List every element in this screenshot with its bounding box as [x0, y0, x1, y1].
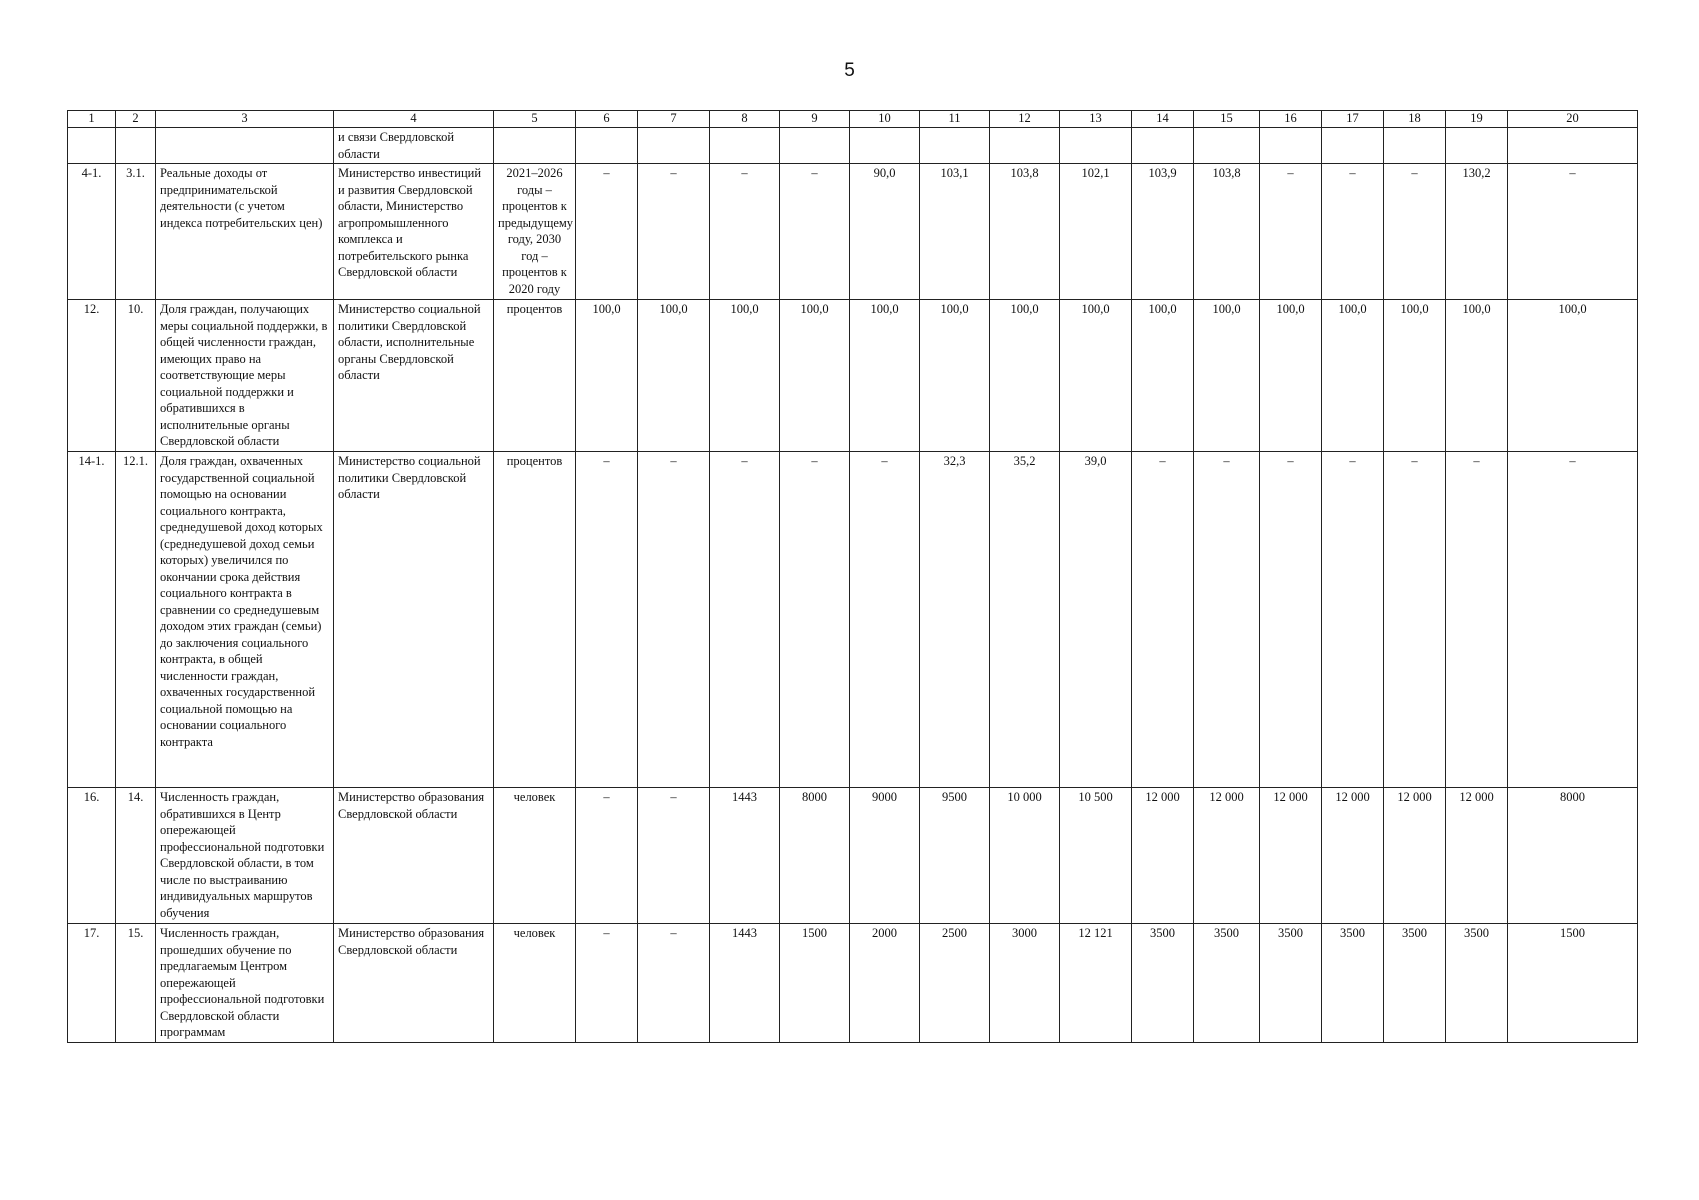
indicator-number: 10.	[116, 300, 156, 452]
indicator-number: 3.1.	[116, 164, 156, 300]
value-cell-col-19: 130,2	[1446, 164, 1508, 300]
value-cell-col-12: 103,8	[990, 164, 1060, 300]
value-cell-col-6: –	[576, 164, 638, 300]
value-cell-col-15: 100,0	[1194, 300, 1260, 452]
row-number: 17.	[68, 924, 116, 1043]
column-header-10: 10	[850, 111, 920, 128]
value-cell-col-13: 102,1	[1060, 164, 1132, 300]
column-header-7: 7	[638, 111, 710, 128]
value-cell-col-10: 2000	[850, 924, 920, 1043]
value-cell-col-16: 3500	[1260, 924, 1322, 1043]
row-number	[68, 128, 116, 164]
value-cell-col-14: 103,9	[1132, 164, 1194, 300]
row-number: 12.	[68, 300, 116, 452]
value-cell-col-8: –	[710, 164, 780, 300]
column-number-header-row	[68, 111, 1638, 128]
value-cell-col-19: 100,0	[1446, 300, 1508, 452]
value-cell-col-13: 10 500	[1060, 788, 1132, 924]
value-cell-col-15: 103,8	[1194, 164, 1260, 300]
value-cell-col-7: –	[638, 164, 710, 300]
value-cell-col-15	[1194, 128, 1260, 164]
responsible-body: Министерство образования Свердловской области	[334, 924, 494, 1043]
unit-of-measure: процентов	[494, 452, 576, 788]
unit-of-measure	[494, 128, 576, 164]
value-cell-col-12	[990, 128, 1060, 164]
value-cell-col-9	[780, 128, 850, 164]
indicator-number: 15.	[116, 924, 156, 1043]
indicator-name: Реальные доходы от предпринимательской деятельности (с учетом индекса потребительских цен)	[156, 164, 334, 300]
column-header-17: 17	[1322, 111, 1384, 128]
value-cell-col-20: –	[1508, 452, 1638, 788]
value-cell-col-15: –	[1194, 452, 1260, 788]
indicator-name: Доля граждан, получающих меры социальной поддержки, в общей численности граждан, имеющих право на соответствующие меры социальной поддержки и обратившихся в исполнительные органы Свердловской области	[156, 300, 334, 452]
value-cell-col-10: 9000	[850, 788, 920, 924]
value-cell-col-18: 12 000	[1384, 788, 1446, 924]
value-cell-col-15: 12 000	[1194, 788, 1260, 924]
value-cell-col-19	[1446, 128, 1508, 164]
value-cell-col-18: –	[1384, 452, 1446, 788]
value-cell-col-8: 100,0	[710, 300, 780, 452]
value-cell-col-13: 12 121	[1060, 924, 1132, 1043]
column-header-14: 14	[1132, 111, 1194, 128]
value-cell-col-10: 100,0	[850, 300, 920, 452]
value-cell-col-9: 100,0	[780, 300, 850, 452]
value-cell-col-17	[1322, 128, 1384, 164]
value-cell-col-16: –	[1260, 164, 1322, 300]
value-cell-col-11: 32,3	[920, 452, 990, 788]
responsible-body: Министерство социальной политики Свердловской области, исполнительные органы Свердловской области	[334, 300, 494, 452]
row-number: 4-1.	[68, 164, 116, 300]
value-cell-col-11	[920, 128, 990, 164]
column-header-6: 6	[576, 111, 638, 128]
value-cell-col-18: 100,0	[1384, 300, 1446, 452]
value-cell-col-13: 39,0	[1060, 452, 1132, 788]
indicator-name: Доля граждан, охваченных государственной социальной помощью на основании социального контракта, среднедушевой доход которых (среднедушевой доход семьи которых) увеличился по окончании срока действия социального контракта в сравнении со среднедушевым доходом этих граждан (семьи) до заключения социального контракта, в общей численности граждан, охваченных государственной социальной помощью на основании социального контракта	[156, 452, 334, 788]
value-cell-col-12: 3000	[990, 924, 1060, 1043]
row-number: 16.	[68, 788, 116, 924]
value-cell-col-14: 100,0	[1132, 300, 1194, 452]
value-cell-col-11: 103,1	[920, 164, 990, 300]
value-cell-col-9: 1500	[780, 924, 850, 1043]
indicator-number: 12.1.	[116, 452, 156, 788]
value-cell-col-17: –	[1322, 164, 1384, 300]
column-header-18: 18	[1384, 111, 1446, 128]
responsible-body: Министерство инвестиций и развития Свердловской области, Министерство агропромышленного комплекса и потребительского рынка Свердловской области	[334, 164, 494, 300]
value-cell-col-16: 100,0	[1260, 300, 1322, 452]
value-cell-col-19: –	[1446, 452, 1508, 788]
value-cell-col-12: 35,2	[990, 452, 1060, 788]
column-header-9: 9	[780, 111, 850, 128]
table-row	[68, 300, 1638, 452]
value-cell-col-10	[850, 128, 920, 164]
value-cell-col-20: 1500	[1508, 924, 1638, 1043]
column-header-11: 11	[920, 111, 990, 128]
column-header-2: 2	[116, 111, 156, 128]
responsible-body: и связи Свердловской области	[334, 128, 494, 164]
table-row	[68, 128, 1638, 164]
table-row	[68, 164, 1638, 300]
value-cell-col-6: –	[576, 452, 638, 788]
value-cell-col-20	[1508, 128, 1638, 164]
value-cell-col-17: 3500	[1322, 924, 1384, 1043]
value-cell-col-10: 90,0	[850, 164, 920, 300]
value-cell-col-9: –	[780, 164, 850, 300]
unit-of-measure: человек	[494, 788, 576, 924]
value-cell-col-13	[1060, 128, 1132, 164]
unit-of-measure: процентов	[494, 300, 576, 452]
value-cell-col-11: 100,0	[920, 300, 990, 452]
value-cell-col-14: 12 000	[1132, 788, 1194, 924]
responsible-body: Министерство образования Свердловской области	[334, 788, 494, 924]
column-header-1: 1	[68, 111, 116, 128]
column-header-3: 3	[156, 111, 334, 128]
value-cell-col-8: –	[710, 452, 780, 788]
value-cell-col-15: 3500	[1194, 924, 1260, 1043]
value-cell-col-10: –	[850, 452, 920, 788]
value-cell-col-16: 12 000	[1260, 788, 1322, 924]
value-cell-col-6: –	[576, 924, 638, 1043]
value-cell-col-12: 100,0	[990, 300, 1060, 452]
indicator-name	[156, 128, 334, 164]
value-cell-col-12: 10 000	[990, 788, 1060, 924]
indicator-name: Численность граждан, обратившихся в Центр опережающей профессиональной подготовки Свердловской области, в том числе по выстраиванию индивидуальных маршрутов обучения	[156, 788, 334, 924]
column-header-8: 8	[710, 111, 780, 128]
value-cell-col-18: –	[1384, 164, 1446, 300]
column-header-12: 12	[990, 111, 1060, 128]
indicator-number	[116, 128, 156, 164]
value-cell-col-6: 100,0	[576, 300, 638, 452]
value-cell-col-16	[1260, 128, 1322, 164]
column-header-16: 16	[1260, 111, 1322, 128]
table-row	[68, 452, 1638, 788]
value-cell-col-20: –	[1508, 164, 1638, 300]
responsible-body: Министерство социальной политики Свердловской области	[334, 452, 494, 788]
column-header-5: 5	[494, 111, 576, 128]
value-cell-col-7: –	[638, 452, 710, 788]
value-cell-col-11: 9500	[920, 788, 990, 924]
column-header-15: 15	[1194, 111, 1260, 128]
value-cell-col-14: 3500	[1132, 924, 1194, 1043]
value-cell-col-8: 1443	[710, 924, 780, 1043]
value-cell-col-8	[710, 128, 780, 164]
value-cell-col-19: 12 000	[1446, 788, 1508, 924]
row-number: 14-1.	[68, 452, 116, 788]
table-row	[68, 924, 1638, 1043]
unit-of-measure: человек	[494, 924, 576, 1043]
value-cell-col-13: 100,0	[1060, 300, 1132, 452]
indicator-number: 14.	[116, 788, 156, 924]
value-cell-col-17: –	[1322, 452, 1384, 788]
value-cell-col-20: 100,0	[1508, 300, 1638, 452]
value-cell-col-17: 12 000	[1322, 788, 1384, 924]
value-cell-col-8: 1443	[710, 788, 780, 924]
value-cell-col-14: –	[1132, 452, 1194, 788]
value-cell-col-17: 100,0	[1322, 300, 1384, 452]
page-number: 5	[844, 60, 855, 81]
value-cell-col-20: 8000	[1508, 788, 1638, 924]
value-cell-col-6	[576, 128, 638, 164]
column-header-4: 4	[334, 111, 494, 128]
value-cell-col-6: –	[576, 788, 638, 924]
column-header-13: 13	[1060, 111, 1132, 128]
value-cell-col-11: 2500	[920, 924, 990, 1043]
unit-of-measure: 2021–2026 годы – процентов к предыдущему году, 2030 год – процентов к 2020 году	[494, 164, 576, 300]
value-cell-col-7: –	[638, 788, 710, 924]
value-cell-col-7: –	[638, 924, 710, 1043]
column-header-19: 19	[1446, 111, 1508, 128]
value-cell-col-9: –	[780, 452, 850, 788]
value-cell-col-19: 3500	[1446, 924, 1508, 1043]
value-cell-col-14	[1132, 128, 1194, 164]
indicators-table	[67, 110, 1638, 1043]
table-row	[68, 788, 1638, 924]
indicator-name: Численность граждан, прошедших обучение по предлагаемым Центром опережающей профессиональной подготовки Свердловской области программам	[156, 924, 334, 1043]
value-cell-col-18	[1384, 128, 1446, 164]
column-header-20: 20	[1508, 111, 1638, 128]
value-cell-col-7: 100,0	[638, 300, 710, 452]
value-cell-col-18: 3500	[1384, 924, 1446, 1043]
value-cell-col-16: –	[1260, 452, 1322, 788]
value-cell-col-7	[638, 128, 710, 164]
value-cell-col-9: 8000	[780, 788, 850, 924]
